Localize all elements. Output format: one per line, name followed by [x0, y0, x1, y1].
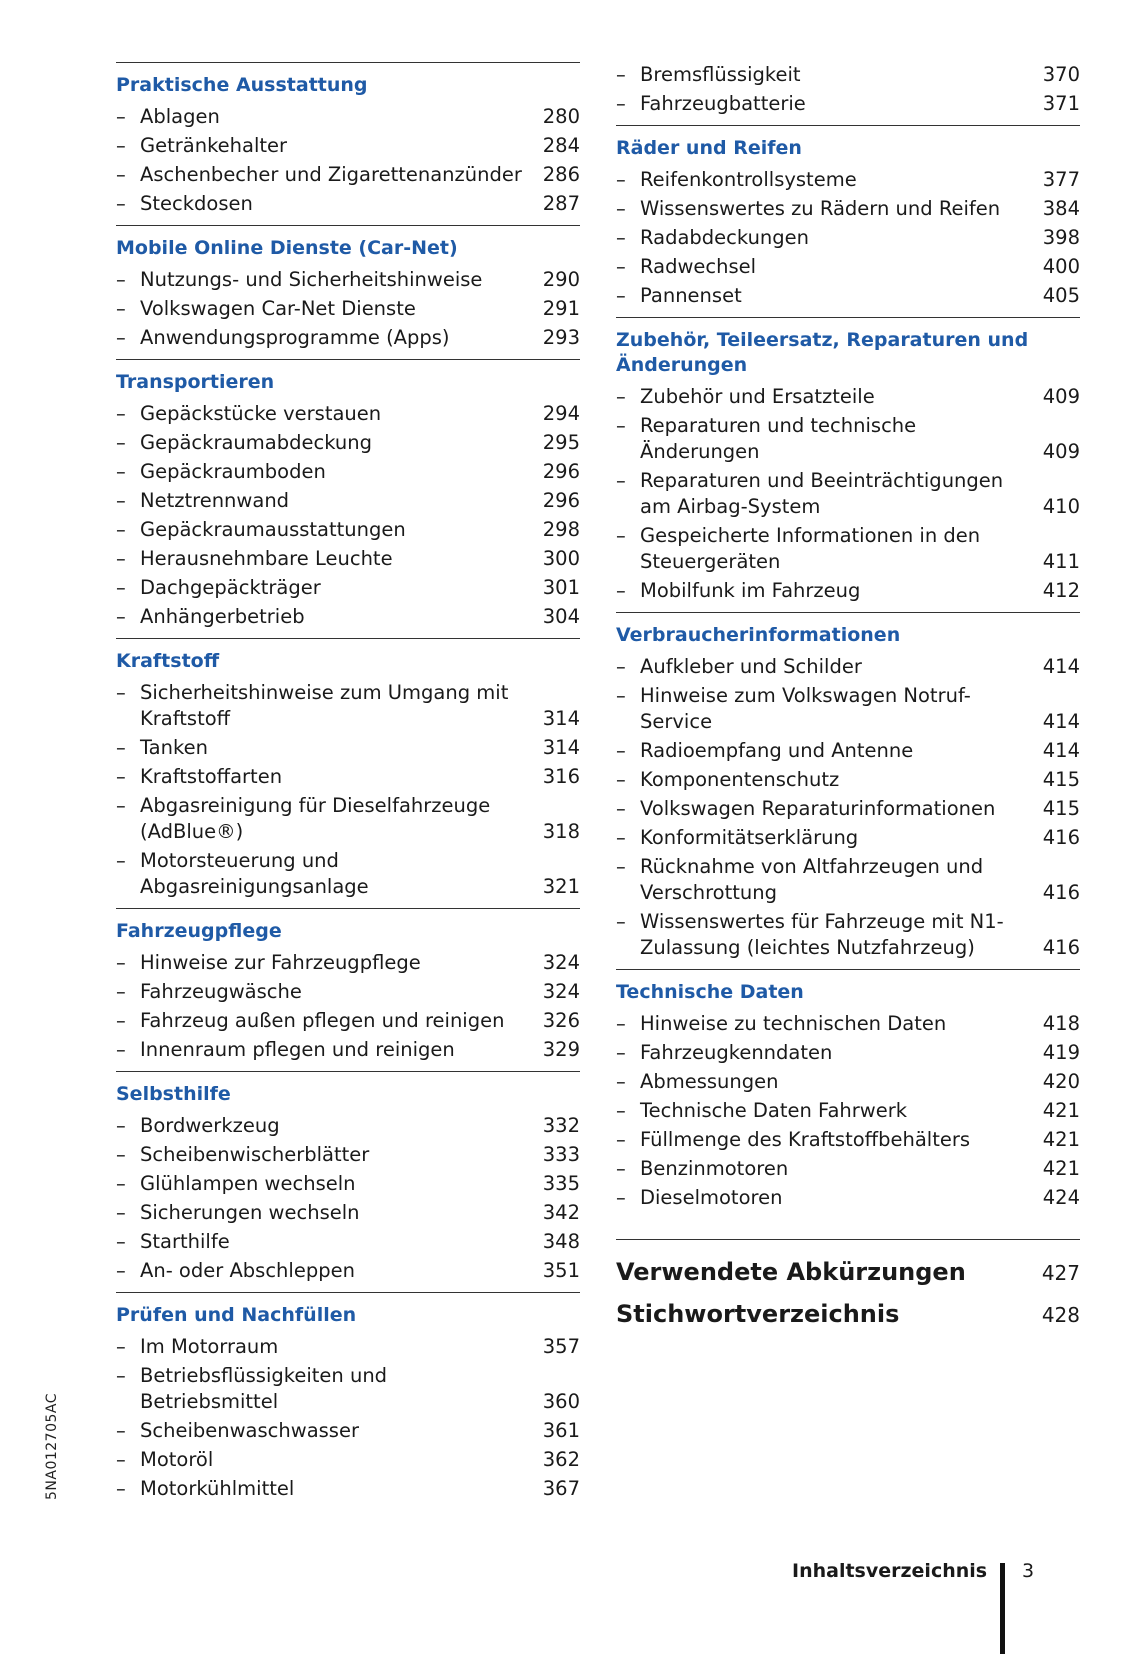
- page-number: 398: [1042, 226, 1080, 249]
- toc-right-column: [616, 62, 1080, 1342]
- toc-entry[interactable]: [616, 413, 1080, 465]
- entry-label: Gepäckraumboden: [140, 460, 326, 483]
- page-number: 324: [542, 980, 580, 1003]
- page-number: 316: [542, 765, 580, 788]
- footer-page-number: 3: [1022, 1560, 1035, 1582]
- dash: –: [616, 414, 626, 437]
- entry-label: Sicherungen wechseln: [140, 1201, 360, 1224]
- dash: –: [616, 63, 626, 86]
- entry-label: Tanken: [140, 736, 208, 759]
- major-entry-label: Verwendete Abkürzungen: [616, 1258, 966, 1286]
- page-number: 360: [542, 1390, 580, 1413]
- page-number: 367: [542, 1477, 580, 1500]
- page-number: 287: [542, 192, 580, 215]
- dash: –: [616, 284, 626, 307]
- toc-entry[interactable]: [116, 162, 580, 188]
- page-number: 416: [1042, 881, 1080, 904]
- dash: –: [116, 794, 126, 817]
- dash: –: [616, 469, 626, 492]
- dash: –: [616, 1099, 626, 1122]
- entry-label: Abgasreinigung für Dieselfahrzeuge (AdBlue®): [140, 794, 491, 843]
- dash: –: [116, 1009, 126, 1032]
- toc-entry[interactable]: [116, 680, 580, 732]
- dash: –: [116, 1477, 126, 1500]
- toc-entry[interactable]: [116, 793, 580, 845]
- dash: –: [116, 736, 126, 759]
- toc-entry[interactable]: [116, 1008, 580, 1034]
- toc-entry[interactable]: [616, 1069, 1080, 1095]
- toc-entry[interactable]: [616, 468, 1080, 520]
- toc-entry[interactable]: [116, 1363, 580, 1415]
- entry-label: Gepäckraumabdeckung: [140, 431, 372, 454]
- toc-entry[interactable]: [616, 1156, 1080, 1182]
- page-number: 419: [1042, 1041, 1080, 1064]
- page-number: 294: [542, 402, 580, 425]
- section-title[interactable]: Technische Daten: [616, 981, 804, 1003]
- toc-entry[interactable]: [116, 191, 580, 217]
- page-number: 314: [542, 736, 580, 759]
- page-number: 411: [1042, 550, 1080, 573]
- page-number: 415: [1042, 797, 1080, 820]
- page-number: 414: [1042, 655, 1080, 678]
- toc-section: [116, 225, 580, 351]
- page-number: 415: [1042, 768, 1080, 791]
- page-number: 424: [1042, 1186, 1080, 1209]
- entry-label: Sicherheitshinweise zum Umgang mit Kraftstoff: [140, 681, 509, 730]
- section-title[interactable]: Zubehör, Teileersatz, Reparaturen und Änderungen: [616, 329, 1029, 376]
- entry-label: Technische Daten Fahrwerk: [640, 1099, 908, 1122]
- dash: –: [616, 385, 626, 408]
- toc-entry[interactable]: [116, 1476, 580, 1502]
- dash: –: [616, 1157, 626, 1180]
- entry-label: Getränkehalter: [140, 134, 288, 157]
- page-number: 296: [542, 489, 580, 512]
- dash: –: [616, 1012, 626, 1035]
- dash: –: [116, 326, 126, 349]
- section-title[interactable]: Prüfen und Nachfüllen: [116, 1304, 357, 1326]
- entry-label: Im Motorraum: [140, 1335, 279, 1358]
- page-number: 351: [542, 1259, 580, 1282]
- dash: –: [116, 105, 126, 128]
- entry-label: Radioempfang und Antenne: [640, 739, 914, 762]
- dash: –: [116, 1038, 126, 1061]
- page-number: 329: [542, 1038, 580, 1061]
- entry-label: An- oder Abschleppen: [140, 1259, 355, 1282]
- page-number: 421: [1042, 1099, 1080, 1122]
- toc-entry[interactable]: [116, 517, 580, 543]
- page-number: 421: [1042, 1157, 1080, 1180]
- toc-section: [616, 62, 1080, 117]
- dash: –: [116, 489, 126, 512]
- entry-label: Motorsteuerung und Abgasreinigungsanlage: [140, 849, 369, 898]
- dash: –: [116, 576, 126, 599]
- toc-section: [116, 62, 580, 217]
- toc-entry[interactable]: [616, 1098, 1080, 1124]
- major-entries: [616, 1239, 1080, 1328]
- page-number: 357: [542, 1335, 580, 1358]
- entry-label: Scheibenwischerblätter: [140, 1143, 370, 1166]
- toc-entry[interactable]: [616, 909, 1080, 961]
- toc-entry[interactable]: [116, 735, 580, 761]
- page-number: 314: [542, 707, 580, 730]
- entry-label: Reifenkontrollsysteme: [640, 168, 857, 191]
- dash: –: [116, 1143, 126, 1166]
- page-number: 377: [1042, 168, 1080, 191]
- page-number: 298: [542, 518, 580, 541]
- toc-entry[interactable]: [116, 1142, 580, 1168]
- toc-section: [616, 969, 1080, 1211]
- dash: –: [616, 1070, 626, 1093]
- dash: –: [616, 655, 626, 678]
- dash: –: [116, 431, 126, 454]
- page-number: 291: [542, 297, 580, 320]
- entry-label: Anwendungsprogramme (Apps): [140, 326, 450, 349]
- dash: –: [616, 797, 626, 820]
- toc-entry[interactable]: [116, 764, 580, 790]
- dash: –: [616, 255, 626, 278]
- section-title[interactable]: Fahrzeugpflege: [116, 920, 282, 942]
- dash: –: [116, 1114, 126, 1137]
- section-title[interactable]: Mobile Online Dienste (Car-Net): [116, 237, 458, 259]
- page-number: 280: [542, 105, 580, 128]
- toc-entry[interactable]: [616, 254, 1080, 280]
- toc-entry[interactable]: [116, 604, 580, 630]
- page-number: 416: [1042, 826, 1080, 849]
- page-number: 333: [542, 1143, 580, 1166]
- page-number: 412: [1042, 579, 1080, 602]
- entry-label: Mobilfunk im Fahrzeug: [640, 579, 861, 602]
- section-title[interactable]: Transportieren: [116, 371, 275, 393]
- entry-label: Radabdeckungen: [640, 226, 810, 249]
- toc-entry[interactable]: [616, 167, 1080, 193]
- entry-label: Volkswagen Reparaturinformationen: [640, 797, 996, 820]
- entry-label: Motorkühlmittel: [140, 1477, 295, 1500]
- entry-label: Zubehör und Ersatzteile: [640, 385, 875, 408]
- toc-entry[interactable]: [616, 62, 1080, 88]
- toc-entry[interactable]: [116, 459, 580, 485]
- entry-label: Gepäckraumausstattungen: [140, 518, 406, 541]
- entry-label: Dieselmotoren: [640, 1186, 783, 1209]
- toc-section: [116, 1071, 580, 1284]
- page-number: 362: [542, 1448, 580, 1471]
- page-number: 290: [542, 268, 580, 291]
- page-number: 428: [1041, 1303, 1080, 1327]
- entry-label: Netztrennwand: [140, 489, 290, 512]
- entry-label: Motoröl: [140, 1448, 214, 1471]
- entry-label: Benzinmotoren: [640, 1157, 789, 1180]
- entry-label: Wissenswertes zu Rädern und Reifen: [640, 197, 1001, 220]
- entry-label: Wissenswertes für Fahrzeuge mit N1-Zulassung (leichtes Nutzfahrzeug): [640, 910, 1004, 959]
- major-entry-label: Stichwortverzeichnis: [616, 1300, 900, 1328]
- entry-label: Hinweise zu technischen Daten: [640, 1012, 947, 1035]
- page-number: 304: [542, 605, 580, 628]
- entry-label: Glühlampen wechseln: [140, 1172, 356, 1195]
- document-code: 5NA012705AC: [44, 1392, 60, 1500]
- dash: –: [616, 684, 626, 707]
- section-title[interactable]: Verbraucherinformationen: [616, 624, 901, 646]
- dash: –: [116, 192, 126, 215]
- toc-entry[interactable]: [616, 578, 1080, 604]
- toc-entry[interactable]: [616, 854, 1080, 906]
- toc-entry[interactable]: [116, 401, 580, 427]
- toc-entry[interactable]: [116, 488, 580, 514]
- dash: –: [116, 518, 126, 541]
- toc-section: [616, 612, 1080, 961]
- entry-label: Innenraum pflegen und reinigen: [140, 1038, 455, 1061]
- toc-entry[interactable]: [116, 1171, 580, 1197]
- page-number: 370: [1042, 63, 1080, 86]
- toc-entry[interactable]: [616, 283, 1080, 309]
- page-number: 414: [1042, 739, 1080, 762]
- entry-label: Komponentenschutz: [640, 768, 840, 791]
- toc-entry[interactable]: [616, 1011, 1080, 1037]
- toc-entry[interactable]: [116, 1334, 580, 1360]
- toc-entry[interactable]: [616, 738, 1080, 764]
- page-number: 414: [1042, 710, 1080, 733]
- entry-label: Konformitätserklärung: [640, 826, 859, 849]
- page-number: 418: [1042, 1012, 1080, 1035]
- toc-entry[interactable]: [116, 430, 580, 456]
- toc-entry[interactable]: [116, 1229, 580, 1255]
- entry-label: Bordwerkzeug: [140, 1114, 280, 1137]
- toc-section: [116, 908, 580, 1063]
- dash: –: [116, 1419, 126, 1442]
- toc-entry[interactable]: [116, 979, 580, 1005]
- entry-label: Fahrzeugwäsche: [140, 980, 302, 1003]
- page-number: 332: [542, 1114, 580, 1137]
- toc-entry[interactable]: [116, 1037, 580, 1063]
- toc-entry[interactable]: [616, 683, 1080, 735]
- page-number: 427: [1041, 1261, 1080, 1285]
- page-number: 384: [1042, 197, 1080, 220]
- dash: –: [116, 134, 126, 157]
- page-number: 342: [542, 1201, 580, 1224]
- section-title[interactable]: Kraftstoff: [116, 650, 220, 672]
- footer-bar: [1000, 1563, 1005, 1654]
- dash: –: [116, 765, 126, 788]
- toc-section: [116, 359, 580, 630]
- toc-entry[interactable]: [116, 1418, 580, 1444]
- toc-entry[interactable]: [116, 575, 580, 601]
- toc-entry[interactable]: [116, 546, 580, 572]
- dash: –: [116, 1172, 126, 1195]
- entry-label: Aufkleber und Schilder: [640, 655, 862, 678]
- toc-entry[interactable]: [616, 767, 1080, 793]
- dash: –: [616, 197, 626, 220]
- page-number: 326: [542, 1009, 580, 1032]
- entry-label: Aschenbecher und Zigarettenanzünder: [140, 163, 522, 186]
- dash: –: [616, 92, 626, 115]
- toc-section: [616, 125, 1080, 309]
- entry-label: Betriebsflüssigkeiten und Betriebsmittel: [140, 1364, 388, 1413]
- dash: –: [616, 524, 626, 547]
- toc-entry[interactable]: [116, 104, 580, 130]
- toc-major-entry[interactable]: [616, 1258, 1080, 1286]
- dash: –: [116, 402, 126, 425]
- toc-entry[interactable]: [616, 654, 1080, 680]
- toc-entry[interactable]: [116, 325, 580, 351]
- entry-label: Volkswagen Car-Net Dienste: [140, 297, 416, 320]
- page-number: 361: [542, 1419, 580, 1442]
- page-number: 301: [542, 576, 580, 599]
- page-number: 420: [1042, 1070, 1080, 1093]
- entry-label: Nutzungs- und Sicherheitshinweise: [140, 268, 483, 291]
- page-number: 409: [1042, 440, 1080, 463]
- toc-section: [116, 638, 580, 900]
- toc-entry[interactable]: [116, 950, 580, 976]
- page-number: 284: [542, 134, 580, 157]
- toc-entry[interactable]: [616, 1127, 1080, 1153]
- section-title[interactable]: Selbsthilfe: [116, 1083, 231, 1105]
- entry-label: Scheibenwaschwasser: [140, 1419, 359, 1442]
- dash: –: [116, 297, 126, 320]
- dash: –: [616, 1186, 626, 1209]
- entry-label: Herausnehmbare Leuchte: [140, 547, 393, 570]
- dash: –: [116, 1335, 126, 1358]
- entry-label: Fahrzeug außen pflegen und reinigen: [140, 1009, 505, 1032]
- toc-entry[interactable]: [616, 796, 1080, 822]
- dash: –: [116, 1364, 126, 1387]
- dash: –: [116, 460, 126, 483]
- dash: –: [616, 1128, 626, 1151]
- toc-section: [616, 317, 1080, 604]
- dash: –: [116, 980, 126, 1003]
- section-title[interactable]: Praktische Ausstattung: [116, 74, 368, 96]
- page-number: 321: [542, 875, 580, 898]
- entry-label: Reparaturen und technische Änderungen: [640, 414, 917, 463]
- dash: –: [116, 681, 126, 704]
- page-number: 409: [1042, 385, 1080, 408]
- dash: –: [116, 951, 126, 974]
- entry-label: Fahrzeugbatterie: [640, 92, 806, 115]
- dash: –: [116, 1230, 126, 1253]
- toc-entry[interactable]: [116, 1113, 580, 1139]
- toc-entry[interactable]: [116, 1258, 580, 1284]
- page-number: 405: [1042, 284, 1080, 307]
- toc-entry[interactable]: [116, 1447, 580, 1473]
- entry-label: Kraftstoffarten: [140, 765, 283, 788]
- toc-entry[interactable]: [616, 196, 1080, 222]
- entry-label: Pannenset: [640, 284, 742, 307]
- entry-label: Fahrzeugkenndaten: [640, 1041, 833, 1064]
- page-number: 348: [542, 1230, 580, 1253]
- entry-label: Bremsflüssigkeit: [640, 63, 801, 86]
- entry-label: Dachgepäckträger: [140, 576, 321, 599]
- toc-entry[interactable]: [616, 523, 1080, 575]
- dash: –: [116, 849, 126, 872]
- entry-label: Reparaturen und Beeinträchtigungen am Airbag-System: [640, 469, 1004, 518]
- dash: –: [116, 1201, 126, 1224]
- dash: –: [616, 855, 626, 878]
- section-title[interactable]: Räder und Reifen: [616, 137, 802, 159]
- entry-label: Hinweise zum Volkswagen Notruf-Service: [640, 684, 971, 733]
- entry-label: Anhängerbetrieb: [140, 605, 305, 628]
- entry-label: Füllmenge des Kraftstoffbehälters: [640, 1128, 971, 1151]
- dash: –: [616, 1041, 626, 1064]
- entry-label: Rücknahme von Altfahrzeugen und Verschrottung: [640, 855, 984, 904]
- dash: –: [116, 268, 126, 291]
- dash: –: [616, 226, 626, 249]
- toc-entry[interactable]: [116, 133, 580, 159]
- dash: –: [616, 579, 626, 602]
- toc-entry[interactable]: [616, 1185, 1080, 1211]
- page-number: 335: [542, 1172, 580, 1195]
- page-number: 371: [1042, 92, 1080, 115]
- entry-label: Hinweise zur Fahrzeugpflege: [140, 951, 421, 974]
- page-number: 400: [1042, 255, 1080, 278]
- page-number: 324: [542, 951, 580, 974]
- toc-entry[interactable]: [116, 296, 580, 322]
- dash: –: [116, 1259, 126, 1282]
- page-number: 286: [542, 163, 580, 186]
- entry-label: Gepäckstücke verstauen: [140, 402, 382, 425]
- toc-entry[interactable]: [616, 1040, 1080, 1066]
- entry-label: Steckdosen: [140, 192, 253, 215]
- page-number: 293: [542, 326, 580, 349]
- dash: –: [616, 768, 626, 791]
- toc-entry[interactable]: [616, 825, 1080, 851]
- dash: –: [616, 826, 626, 849]
- entry-label: Starthilfe: [140, 1230, 230, 1253]
- toc-entry[interactable]: [116, 1200, 580, 1226]
- entry-label: Ablagen: [140, 105, 220, 128]
- page-number: 300: [542, 547, 580, 570]
- entry-label: Gespeicherte Informationen in den Steuergeräten: [640, 524, 981, 573]
- footer-title: Inhaltsverzeichnis: [792, 1560, 988, 1582]
- toc-left-column: [116, 62, 580, 1510]
- entry-label: Radwechsel: [640, 255, 757, 278]
- page-number: 416: [1042, 936, 1080, 959]
- toc-entry[interactable]: [616, 225, 1080, 251]
- dash: –: [616, 739, 626, 762]
- dash: –: [616, 168, 626, 191]
- page-number: 421: [1042, 1128, 1080, 1151]
- page-number: 410: [1042, 495, 1080, 518]
- toc-entry[interactable]: [116, 267, 580, 293]
- dash: –: [116, 547, 126, 570]
- toc-entry[interactable]: [616, 384, 1080, 410]
- page-number: 318: [542, 820, 580, 843]
- page-number: 296: [542, 460, 580, 483]
- dash: –: [116, 163, 126, 186]
- toc-major-entry[interactable]: [616, 1300, 1080, 1328]
- dash: –: [116, 605, 126, 628]
- page-number: 295: [542, 431, 580, 454]
- toc-entry[interactable]: [116, 848, 580, 900]
- toc-entry[interactable]: [616, 91, 1080, 117]
- dash: –: [616, 910, 626, 933]
- dash: –: [116, 1448, 126, 1471]
- entry-label: Abmessungen: [640, 1070, 779, 1093]
- toc-section: [116, 1292, 580, 1502]
